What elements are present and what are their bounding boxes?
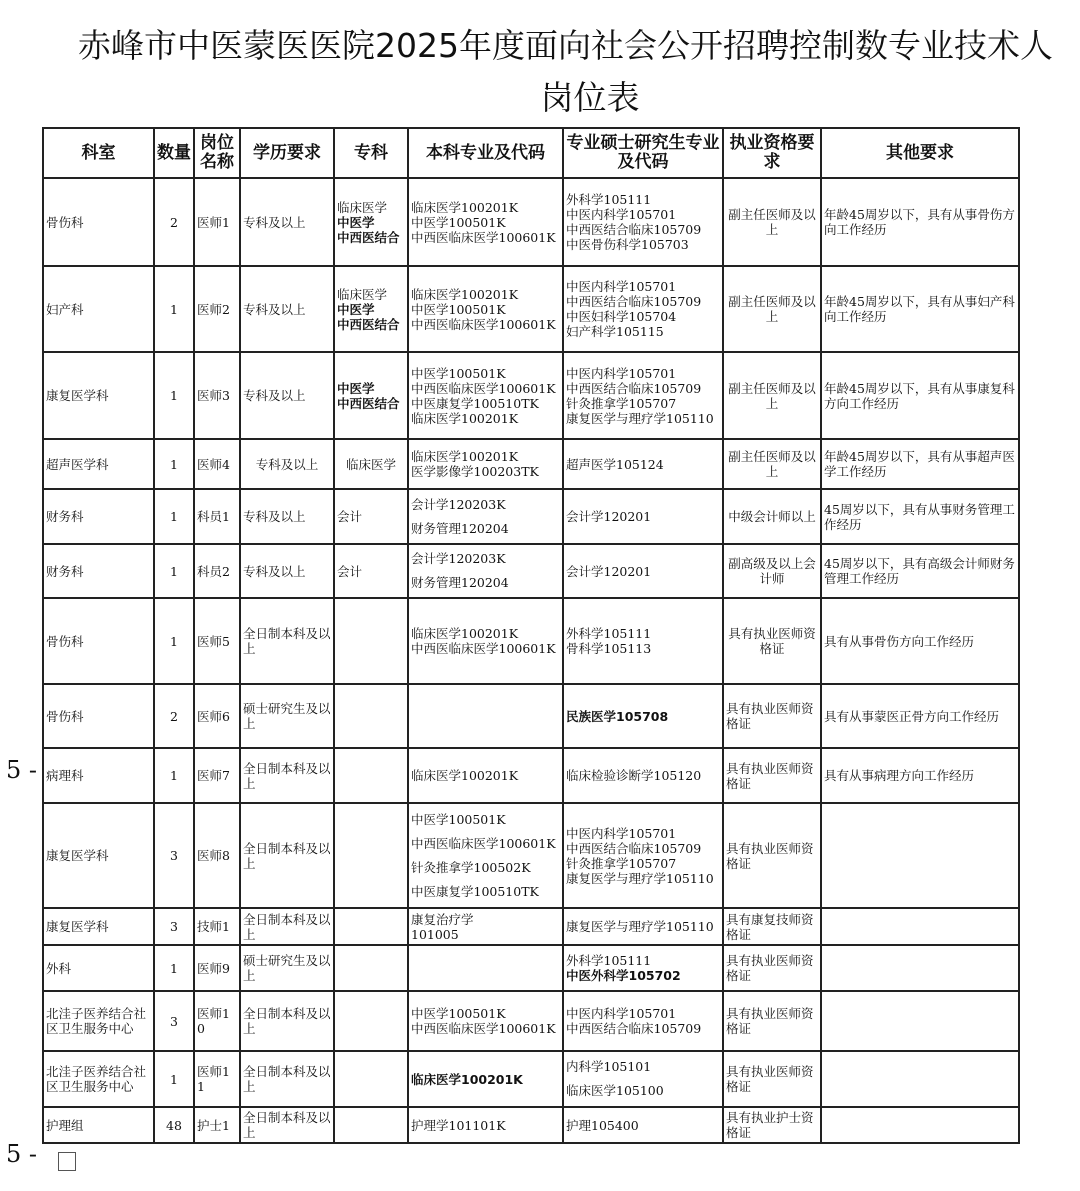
cell-count: 2	[154, 178, 194, 266]
header-edu: 学历要求	[240, 128, 334, 178]
cell-post: 医师9	[194, 945, 240, 991]
cell-line: 中医内科学105701	[566, 207, 677, 222]
cell-benke	[408, 352, 563, 439]
table-row	[43, 748, 1019, 803]
cell-zhuanke	[334, 352, 408, 439]
cell-count: 1	[154, 1051, 194, 1107]
cell-other	[821, 945, 1019, 991]
cell-line: 中医康复学100510TK	[411, 883, 539, 899]
cell-line: 外科学105111	[566, 953, 652, 968]
cell-dept: 骨伤科	[43, 598, 154, 684]
page-subtitle: 岗位表	[540, 78, 640, 117]
margin-mark: 5 -	[6, 756, 38, 784]
cell-cert: 具有执业医师资格证	[723, 803, 821, 908]
cell-master	[563, 266, 723, 352]
cell-dept: 护理组	[43, 1107, 154, 1143]
recruitment-table	[42, 127, 1020, 1144]
table-row	[43, 439, 1019, 489]
cell-line: 会计学120203K	[411, 496, 506, 512]
cell-zhuanke	[334, 1051, 408, 1107]
cell-line: 中西医结合临床105709	[566, 222, 702, 237]
cell-master	[563, 908, 723, 945]
cell-count: 3	[154, 803, 194, 908]
cell-post: 医师7	[194, 748, 240, 803]
cell-dept: 北洼子医养结合社区卫生服务中心	[43, 1051, 154, 1107]
cell-master	[563, 684, 723, 748]
cell-dept: 康复医学科	[43, 908, 154, 945]
cell-count: 1	[154, 352, 194, 439]
cell-benke	[408, 945, 563, 991]
cell-edu: 全日制本科及以上	[240, 1051, 334, 1107]
cell-edu: 硕士研究生及以上	[240, 684, 334, 748]
cell-other: 具有从事骨伤方向工作经历	[821, 598, 1019, 684]
header-cert: 执业资格要求	[723, 128, 821, 178]
cell-zhuanke	[334, 439, 408, 489]
cell-benke	[408, 908, 563, 945]
table-row	[43, 544, 1019, 598]
header-post: 岗位名称	[194, 128, 240, 178]
cell-line: 外科学105111	[566, 626, 652, 641]
cell-line: 临床医学100201K	[411, 1071, 523, 1087]
cell-post: 医师8	[194, 803, 240, 908]
cell-other	[821, 803, 1019, 908]
cell-dept: 骨伤科	[43, 684, 154, 748]
cell-line: 中医内科学105701	[566, 1006, 677, 1021]
cell-master	[563, 489, 723, 544]
cell-line: 中西医结合临床105709	[566, 294, 702, 309]
cell-edu: 全日制本科及以上	[240, 748, 334, 803]
cell-line: 医学影像学100203TK	[411, 464, 539, 479]
table-row	[43, 803, 1019, 908]
cell-benke	[408, 748, 563, 803]
cell-cert: 具有执业医师资格证	[723, 1051, 821, 1107]
cell-other: 具有从事病理方向工作经历	[821, 748, 1019, 803]
table-row	[43, 991, 1019, 1051]
cell-line: 康复治疗学	[411, 911, 474, 927]
cell-zhuanke	[334, 489, 408, 544]
cell-other: 年龄45周岁以下，具有从事妇产科向工作经历	[821, 266, 1019, 352]
cell-line: 中医学100501K	[411, 214, 506, 230]
table-row	[43, 684, 1019, 748]
cell-count: 1	[154, 266, 194, 352]
cell-line: 中医骨伤科学105703	[566, 237, 689, 252]
cell-edu: 全日制本科及以上	[240, 991, 334, 1051]
cell-line: 中西医结合	[337, 229, 400, 245]
cell-line: 妇产科学105115	[566, 324, 664, 339]
cell-edu: 专科及以上	[240, 266, 334, 352]
cell-line: 中医妇科学105704	[566, 309, 677, 324]
cell-benke	[408, 684, 563, 748]
cell-zhuanke	[334, 991, 408, 1051]
cell-line: 临床医学100201K	[411, 286, 519, 302]
margin-mark: 5 -	[6, 1140, 38, 1168]
cell-master	[563, 598, 723, 684]
cell-edu: 全日制本科及以上	[240, 908, 334, 945]
cell-post: 医师5	[194, 598, 240, 684]
cell-line: 康复医学与理疗学105110	[566, 919, 714, 934]
table-row	[43, 266, 1019, 352]
cell-count: 1	[154, 544, 194, 598]
header-master: 专业硕士研究生专业及代码	[563, 128, 723, 178]
cell-line: 中医学100501K	[411, 1006, 506, 1021]
cell-master	[563, 352, 723, 439]
cell-post: 医师4	[194, 439, 240, 489]
cell-dept: 超声医学科	[43, 439, 154, 489]
cell-cert: 具有康复技师资格证	[723, 908, 821, 945]
cell-post: 技师1	[194, 908, 240, 945]
cell-line: 临床医学100201K	[411, 410, 519, 426]
cell-line: 康复医学与理疗学105110	[566, 410, 714, 426]
cell-line: 中西医结合临床105709	[566, 380, 702, 396]
cell-other: 具有从事蒙医正骨方向工作经历	[821, 684, 1019, 748]
cell-other: 年龄45周岁以下，具有从事超声医学工作经历	[821, 439, 1019, 489]
cell-dept: 财务科	[43, 489, 154, 544]
cell-benke	[408, 266, 563, 352]
cell-cert: 中级会计师以上	[723, 489, 821, 544]
header-dept: 科室	[43, 128, 154, 178]
cell-edu: 全日制本科及以上	[240, 803, 334, 908]
table-row	[43, 352, 1019, 439]
cell-count: 1	[154, 439, 194, 489]
cell-line: 会计	[337, 563, 363, 579]
table-row	[43, 489, 1019, 544]
cell-line: 中西医临床医学100601K	[411, 1021, 556, 1036]
cell-line: 临床医学	[337, 286, 388, 302]
page-title: 赤峰市中医蒙医医院2025年度面向社会公开招聘控制数专业技术人	[78, 26, 1053, 65]
cell-cert: 副高级及以上会计师	[723, 544, 821, 598]
cell-line: 骨科学105113	[566, 641, 652, 656]
cell-zhuanke	[334, 803, 408, 908]
cell-line: 临床检验诊断学105120	[566, 768, 702, 783]
cell-cert: 副主任医师及以上	[723, 352, 821, 439]
cell-benke	[408, 598, 563, 684]
cell-benke	[408, 544, 563, 598]
cell-line: 中医康复学100510TK	[411, 395, 539, 411]
cell-line: 中西医结合临床105709	[566, 840, 702, 856]
cell-line: 中医学	[337, 380, 375, 396]
table-row	[43, 1107, 1019, 1143]
cell-other: 45周岁以下，具有从事财务管理工作经历	[821, 489, 1019, 544]
cell-post: 护士1	[194, 1107, 240, 1143]
cell-edu: 全日制本科及以上	[240, 1107, 334, 1143]
cell-line: 中西医临床医学100601K	[411, 229, 556, 245]
cell-count: 48	[154, 1107, 194, 1143]
cell-line: 超声医学105124	[566, 456, 664, 472]
cell-line: 中医学	[337, 301, 375, 317]
cell-zhuanke	[334, 178, 408, 266]
cell-dept: 康复医学科	[43, 803, 154, 908]
cell-line: 临床医学105100	[566, 1083, 664, 1098]
cell-dept: 财务科	[43, 544, 154, 598]
cell-cert: 副主任医师及以上	[723, 439, 821, 489]
cell-master	[563, 1107, 723, 1143]
cell-edu: 专科及以上	[240, 352, 334, 439]
cell-line: 中医内科学105701	[566, 279, 677, 294]
cell-line: 护理105400	[566, 1117, 639, 1133]
cell-cert: 具有执业医师资格证	[723, 684, 821, 748]
table-row	[43, 908, 1019, 945]
cell-post: 科员2	[194, 544, 240, 598]
cell-edu: 专科及以上	[240, 439, 334, 489]
cell-line: 中西医结合	[337, 395, 400, 411]
table-header-row	[43, 128, 1019, 178]
cell-line: 康复医学与理疗学105110	[566, 870, 714, 886]
cell-dept: 妇产科	[43, 266, 154, 352]
cell-line: 中西医临床医学100601K	[411, 641, 556, 656]
table-row	[43, 1051, 1019, 1107]
table-row	[43, 945, 1019, 991]
cell-benke	[408, 991, 563, 1051]
cell-other: 45周岁以下，具有高级会计师财务管理工作经历	[821, 544, 1019, 598]
cell-edu: 专科及以上	[240, 178, 334, 266]
cell-line: 中医内科学105701	[566, 365, 677, 381]
cell-post: 医师6	[194, 684, 240, 748]
cell-zhuanke	[334, 945, 408, 991]
cell-dept: 骨伤科	[43, 178, 154, 266]
cell-zhuanke	[334, 544, 408, 598]
cell-benke	[408, 489, 563, 544]
cell-line: 内科学105101	[566, 1059, 652, 1074]
cell-other	[821, 1107, 1019, 1143]
cell-benke	[408, 1107, 563, 1143]
cell-line: 中医学	[337, 214, 375, 230]
cell-line: 中医内科学105701	[566, 825, 677, 841]
cell-dept: 康复医学科	[43, 352, 154, 439]
cell-count: 3	[154, 991, 194, 1051]
cell-master	[563, 544, 723, 598]
cell-count: 2	[154, 684, 194, 748]
cell-master	[563, 1051, 723, 1107]
cell-post: 科员1	[194, 489, 240, 544]
cell-zhuanke	[334, 266, 408, 352]
cell-line: 中医学100501K	[411, 811, 506, 827]
cell-line: 临床医学100201K	[411, 768, 519, 783]
cell-cert: 具有执业医师资格证	[723, 991, 821, 1051]
cell-count: 1	[154, 489, 194, 544]
cell-other: 年龄45周岁以下，具有从事康复科方向工作经历	[821, 352, 1019, 439]
cell-edu: 专科及以上	[240, 489, 334, 544]
cell-post: 医师11	[194, 1051, 240, 1107]
cell-cert: 具有执业医师资格证	[723, 945, 821, 991]
cell-post: 医师10	[194, 991, 240, 1051]
cell-zhuanke	[334, 1107, 408, 1143]
cell-benke	[408, 439, 563, 489]
cell-edu: 全日制本科及以上	[240, 598, 334, 684]
header-other: 其他要求	[821, 128, 1019, 178]
cell-line: 针灸推拿学105707	[566, 395, 677, 411]
cell-dept: 病理科	[43, 748, 154, 803]
cell-cert: 具有执业医师资格证	[723, 598, 821, 684]
cell-master	[563, 439, 723, 489]
cell-line: 财务管理120204	[411, 520, 509, 536]
cell-line: 会计学120203K	[411, 551, 506, 566]
cell-master	[563, 945, 723, 991]
cell-line: 中西医临床医学100601K	[411, 380, 556, 396]
checkbox-glyph	[58, 1152, 76, 1171]
cell-line: 101005	[411, 926, 459, 942]
table-row	[43, 178, 1019, 266]
cell-line: 中西医结合临床105709	[566, 1021, 702, 1036]
cell-post: 医师2	[194, 266, 240, 352]
header-count: 数量	[154, 128, 194, 178]
table-row	[43, 598, 1019, 684]
header-benke: 本科专业及代码	[408, 128, 563, 178]
cell-zhuanke	[334, 748, 408, 803]
cell-master	[563, 991, 723, 1051]
cell-zhuanke	[334, 598, 408, 684]
cell-master	[563, 748, 723, 803]
cell-line: 临床医学	[345, 456, 396, 472]
cell-other	[821, 908, 1019, 945]
cell-line: 民族医学105708	[566, 708, 669, 724]
cell-count: 3	[154, 908, 194, 945]
cell-benke	[408, 803, 563, 908]
cell-benke	[408, 1051, 563, 1107]
cell-post: 医师1	[194, 178, 240, 266]
cell-line: 中医学100501K	[411, 365, 506, 381]
cell-line: 针灸推拿学105707	[566, 855, 677, 871]
cell-post: 医师3	[194, 352, 240, 439]
cell-edu: 专科及以上	[240, 544, 334, 598]
cell-line: 针灸推拿学100502K	[411, 859, 531, 875]
cell-master	[563, 803, 723, 908]
cell-line: 中医外科学105702	[566, 968, 681, 983]
cell-line: 临床医学100201K	[411, 199, 519, 215]
cell-line: 会计	[337, 509, 363, 524]
cell-line: 临床医学100201K	[411, 449, 519, 464]
cell-cert: 副主任医师及以上	[723, 266, 821, 352]
header-zhuanke: 专科	[334, 128, 408, 178]
cell-line: 临床医学	[337, 199, 388, 215]
cell-master	[563, 178, 723, 266]
cell-line: 中西医结合	[337, 316, 400, 332]
cell-zhuanke	[334, 908, 408, 945]
cell-line: 中西医临床医学100601K	[411, 316, 556, 332]
cell-dept: 外科	[43, 945, 154, 991]
cell-other	[821, 991, 1019, 1051]
cell-line: 外科学105111	[566, 192, 652, 207]
cell-count: 1	[154, 598, 194, 684]
cell-edu: 硕士研究生及以上	[240, 945, 334, 991]
cell-line: 临床医学100201K	[411, 626, 519, 641]
cell-line: 护理学101101K	[411, 1117, 506, 1133]
cell-other	[821, 1051, 1019, 1107]
cell-line: 会计学120201	[566, 509, 652, 524]
cell-dept: 北洼子医养结合社区卫生服务中心	[43, 991, 154, 1051]
cell-line: 中医学100501K	[411, 301, 506, 317]
cell-line: 会计学120201	[566, 563, 652, 579]
cell-count: 1	[154, 945, 194, 991]
cell-line: 财务管理120204	[411, 575, 509, 590]
cell-count: 1	[154, 748, 194, 803]
cell-line: 中西医临床医学100601K	[411, 835, 556, 851]
cell-benke	[408, 178, 563, 266]
cell-other: 年龄45周岁以下，具有从事骨伤方向工作经历	[821, 178, 1019, 266]
cell-cert: 具有执业护士资格证	[723, 1107, 821, 1143]
cell-zhuanke	[334, 684, 408, 748]
cell-cert: 具有执业医师资格证	[723, 748, 821, 803]
cell-cert: 副主任医师及以上	[723, 178, 821, 266]
